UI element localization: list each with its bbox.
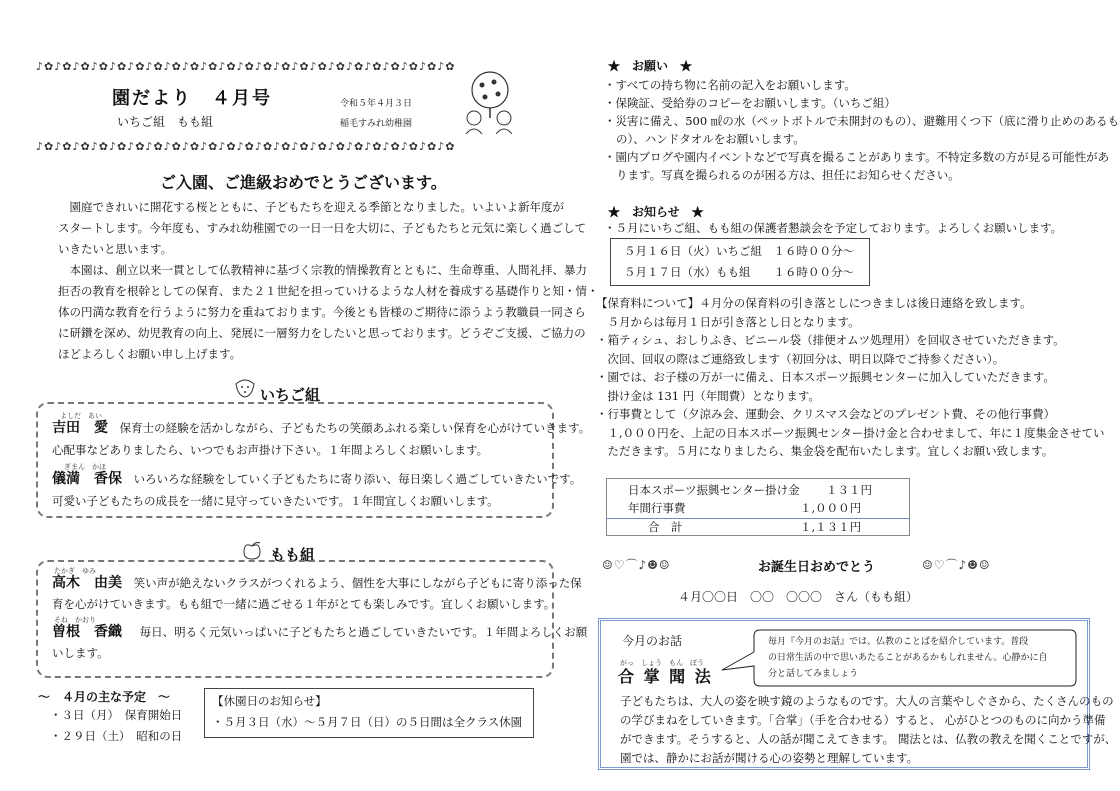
story-line: 園では、静かにお話が聞ける心の姿勢と理解しています。 [620, 751, 919, 765]
teacher-message: 毎日、明るく元気いっぱいに子どもたちと過ごしていきたいです。１年間よろしくお願 [139, 625, 588, 639]
schedule-item: ・２９日（土） 昭和の日 [50, 729, 183, 743]
greeting-line: に研鑽を深め、幼児教育の向上、発展に一層努力をしたいと思っております。どうぞご支援、ご協力の [58, 326, 586, 340]
greeting-line: いきたいと思います。 [58, 242, 173, 256]
story-line: 子どもたちは、大人の姿を映す鏡のようなものです。大人の言葉やしぐさから、たくさんのもの [620, 694, 1114, 708]
fee-line: ・行事費として（夕涼み会、運動会、クリスマス会などのプレゼント費、その他行事費） [596, 407, 1056, 421]
story-word: 合 掌 聞 法 [618, 667, 713, 686]
teacher-name: 高木 由美 [52, 575, 122, 591]
schedule-heading: ～ ４月の主な予定 ～ [38, 690, 171, 704]
birthday-deco-left: ☺♡⌒♪☻☺ [602, 558, 671, 572]
birthday-deco-right: ☺♡⌒♪☻☺ [922, 558, 991, 572]
fee-table-label: 合 計 [648, 520, 683, 534]
request-item: ・災害に備え、500 ㎖の水（ペットボトルで未開封のもの）、避難用くつ下（底に滑り止めのあるも [604, 114, 1120, 128]
header-deco-top: ♪✿♪✿♪✿♪✿♪✿♪✿♪✿♪✿♪✿♪✿♪✿♪✿♪✿♪✿♪✿♪✿♪✿♪✿♪✿♪✿♪✿♪✿♪✿ [36, 60, 456, 73]
teacher-message: 可愛い子どもたちの成長を一緒に見守っていきたいです。１年間宜しくお願いします。 [52, 494, 499, 508]
greeting-line: 拒否の教育を根幹としての保育、また２１世紀を担っていけるような人材を養成する基礎作りと知・情・ [58, 284, 599, 298]
request-item: ります。写真を撮られるのが困る方は、担任にお知らせください。 [616, 168, 960, 182]
fee-line: 【保育料について】４月分の保育料の引き落としにつきましは後日連絡を致します。 [596, 296, 1032, 310]
holiday-text: ・５月３日（水）～５月７日（日）の５日間は全クラス休園 [212, 715, 523, 729]
schedule-item: ・３日（月） 保育開始日 [50, 708, 183, 722]
request-item: ・園内ブログや園内イベントなどで写真を撮ることがあります。不特定多数の方が見る可能性があ [604, 150, 1110, 164]
greeting-line: 本園は、創立以来一貫として仏教精神に基づく宗教的情操教育とともに、生命尊重、人間礼拝、暴力 [69, 263, 587, 277]
teacher-message: 保育士の経験を活かしながら、子どもたちの笑顔あふれる楽しい保育を心がけていきます。 [119, 421, 591, 435]
story-word-ruby: がっ しょう もん ぼう [620, 659, 704, 667]
teacher-ruby: そね かおり [54, 616, 96, 624]
school-name: 稲毛すみれ幼稚園 [340, 119, 413, 129]
children-tree-illustration [458, 70, 520, 136]
story-line: ができます。そうすると、人の話が聞こえてきます。 聞法とは、仏教の教えを聞くことですが、 [620, 732, 1117, 746]
bubble-text [768, 634, 1048, 682]
teacher-message: いろいろな経験をしていく子どもたちに寄り添い、毎日楽しく過ごしていきたいです。 [133, 472, 582, 486]
greeting-text [58, 197, 599, 365]
fee-line: ５月からは毎月１日が引き落とし日となります。 [596, 314, 860, 329]
bubble-line: の日常生活の中で思いあたることがあるかもしれません。心静かに自 [768, 653, 1048, 663]
peach-icon [240, 540, 264, 560]
greeting-line: 園庭できれいに開花する桜とともに、子どもたちを迎える季節となりました。いよいよ新年度が [69, 200, 564, 214]
teacher-message: いします。 [52, 646, 109, 660]
notice-heading: ★ お知らせ ★ [608, 205, 704, 219]
teacher-ruby: ぎまん かほ [64, 463, 106, 471]
teacher-message: 心配事などありましたら、いつでもお声掛け下さい。１年間よろしくお願いします。 [52, 443, 489, 457]
fee-table-value: １３１円 [826, 483, 872, 497]
teacher-ruby: たかぎ ゆみ [54, 567, 96, 575]
fee-table-label: 年間行事費 [628, 501, 686, 515]
requests-heading: ★ お願い ★ [608, 59, 693, 73]
class-names: いちご組 もも組 [117, 115, 214, 129]
momo-teacher-2 [52, 622, 587, 643]
story-body [620, 692, 1117, 768]
teacher-name: 儀満 香保 [52, 471, 122, 487]
header-deco-bottom: ♪✿♪✿♪✿♪✿♪✿♪✿♪✿♪✿♪✿♪✿♪✿♪✿♪✿♪✿♪✿♪✿♪✿♪✿♪✿♪✿♪✿♪✿♪✿ [36, 140, 456, 153]
bubble-line: 毎月『今月のお話』では、仏教のことばを紹介しています。普段 [768, 637, 1029, 647]
teacher-ruby: よしだ あい [60, 412, 102, 420]
story-title: 今月のお話 [622, 634, 683, 648]
fee-line: ・園では、お子様の万が一に備え、日本スポーツ振興センターに加入していただきます。 [596, 370, 1055, 384]
teacher-message: 育を心がけていきます。もも組で一緒に過ごせる１年がとても楽しみです。宜しくお願いします。 [52, 597, 556, 611]
meeting-date: ５月１６日（火）いちご組 １６時００分～ [624, 244, 854, 258]
greeting-line: スタートします。今年度も、すみれ幼稚園での一日一日を大切に、子どもたちと元気に楽しく過ごして [58, 221, 587, 235]
fee-line: 掛け金は 131 円（年間費）となります。 [596, 388, 820, 403]
fee-line: ただきます。５月になりましたら、集金袋を配布いたします。宜しくお願い致します。 [596, 444, 1054, 458]
ichigo-teacher-1 [52, 418, 590, 439]
strawberry-icon [232, 376, 258, 398]
fee-line: 次回、回収の際はご連絡致します（初回分は、明日以降でご持参ください）。 [596, 351, 1005, 366]
request-item: ・保険証、受給券のコピーをお願いします。（いちご組） [604, 96, 896, 110]
ichigo-teacher-2 [52, 469, 581, 490]
greeting-line: ほどよろしくお願い申し上げます。 [58, 347, 242, 361]
momo-heading: もも組 [270, 546, 316, 564]
request-item: ・すべての持ち物に名前の記入をお願いします。 [604, 78, 856, 92]
teacher-name: 吉田 愛 [52, 420, 108, 436]
fee-table-value: １,１３１円 [800, 520, 862, 534]
notice-text: ・５月にいちご組、もも組の保護者懇談会を予定しております。よろしくお願いします。 [604, 221, 1063, 235]
issue-date: 令和５年４月３日 [340, 99, 413, 109]
meeting-date: ５月１７日（水）もも組 １６時００分～ [624, 265, 854, 279]
momo-teacher-1 [52, 573, 582, 594]
fee-line: １,０００円を、上記の日本スポーツ振興センター掛け金と合わせまして、年に１度集金させてい [596, 425, 1105, 440]
ichigo-heading: いちご組 [260, 386, 321, 404]
fee-table-value: １,０００円 [800, 501, 862, 515]
story-line: の学びまねをしていきます。「合掌」（手を合わせる）すると、 心がひとつのものに向かう準備 [620, 713, 1106, 727]
fee-line: ・箱ティシュ、おしりふき、ビニール袋（排便オムツ処理用）を回収させていただきます。 [596, 333, 1065, 347]
teacher-name: 曽根 香織 [52, 624, 122, 640]
fees-section [596, 294, 1105, 461]
request-item: の）、ハンドタオルをお願いします。 [616, 132, 805, 146]
birthday-line: ４月〇〇日 〇〇 〇〇〇 さん（もも組） [678, 590, 919, 604]
greeting-line: 体の円満な教育を行うように努力を重ねております。今後とも皆様のご期待に添うよう教職員一同さら [58, 305, 586, 319]
page-title: 園だより ４月号 [112, 88, 272, 109]
teacher-message: 笑い声が絶えないクラスがつくれるよう、個性を大事にしながら子どもに寄り添った保 [133, 576, 582, 590]
fee-table-label: 日本スポーツ振興センター掛け金 [628, 483, 800, 497]
holiday-title: 【休園日のお知らせ】 [212, 694, 327, 708]
requests-list [604, 76, 1120, 184]
birthday-heading: お誕生日おめでとう [758, 560, 876, 575]
greeting-heading: ご入園、ご進級おめでとうございます。 [160, 173, 447, 192]
bubble-line: 分と話してみましょう [768, 669, 859, 679]
